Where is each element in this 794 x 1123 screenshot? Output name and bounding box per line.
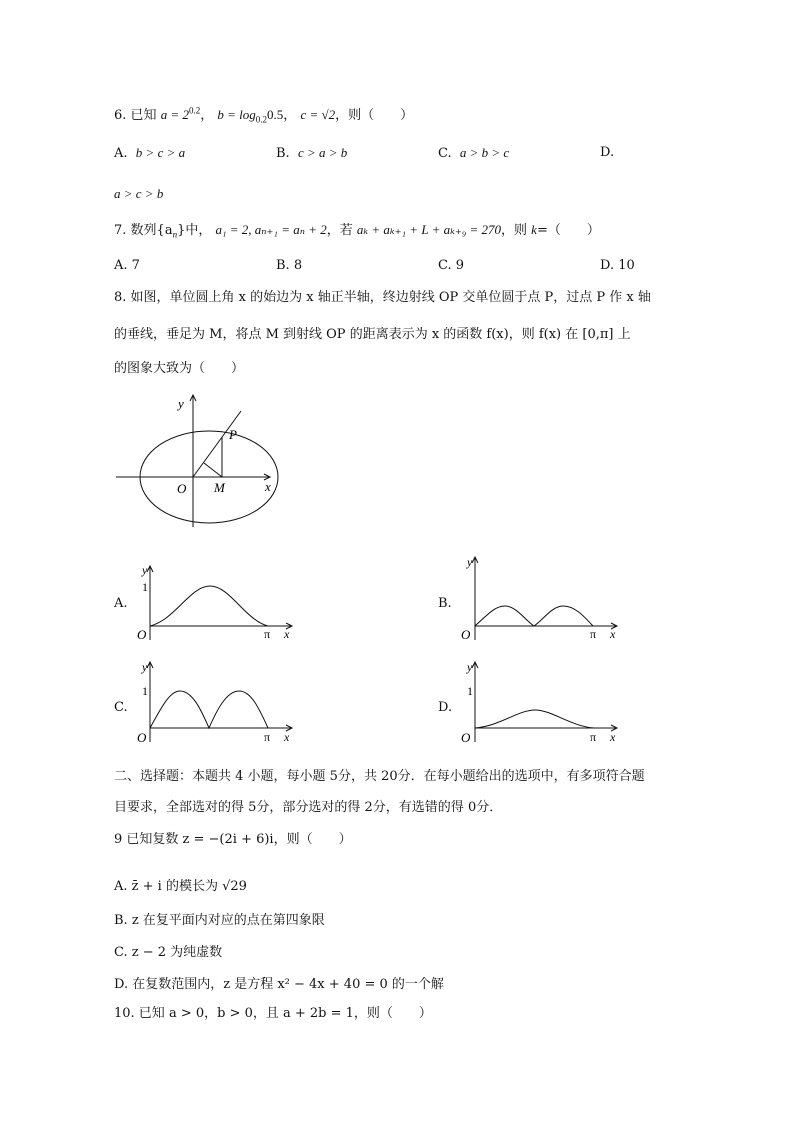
q6-option-c: C. a > b > c (438, 145, 510, 161)
q6-option-d: a > c > b (114, 186, 164, 201)
q9-option-a: A. z̄ + i 的模长为 √29 (114, 879, 247, 894)
graph-c (147, 662, 292, 742)
svg-text:y: y (142, 563, 148, 577)
q6-comma-1: ， (200, 108, 214, 123)
fig-y-label: y (178, 396, 184, 411)
q9-option-d: D. 在复数范围内，z 是方程 x² − 4x + 40 = 0 的一个解 (114, 977, 444, 992)
ray-op (193, 411, 241, 477)
svg-text:1: 1 (467, 684, 473, 698)
q6-expr-b: $b = \log_{0.2}0.5$ (217, 107, 284, 125)
q6-comma-2: ， (283, 108, 297, 123)
q8-option-c: C. (114, 700, 128, 715)
q9-option-c: C. z − 2 为纯虚数 (114, 945, 223, 960)
q7-condition: a₁ = 2, aₙ₊₁ = aₙ + 2 (215, 222, 327, 237)
q6-option-a: A. b > c > a (114, 145, 186, 161)
q6-expr-a: $a = 2^{0.2}$ (160, 105, 201, 122)
fig-x-label: x (265, 479, 271, 494)
q6-number: 6. (114, 108, 127, 123)
q6-stem-text: 已知 (130, 108, 157, 123)
svg-text:1: 1 (142, 580, 148, 594)
svg-text:1: 1 (142, 684, 148, 698)
graph-b (472, 557, 617, 640)
q6-stem (114, 106, 413, 125)
svg-text:O: O (137, 627, 147, 642)
section2-line-1: 二、选择题：本题共 4 小题，每小题 5分，共 20分．在每小题给出的选项中，有多项符合题 (114, 769, 645, 784)
graph-d (472, 662, 617, 742)
q8-line-3: 的图象大致为（ ） (114, 361, 245, 376)
svg-text:y: y (142, 660, 148, 674)
q7-sum: aₖ + aₖ₊₁ + L + aₖ₊₉ = 270 (356, 222, 501, 237)
q10-stem: 10. 已知 a > 0，b > 0，且 a + 2b = 1，则（ ） (114, 1006, 432, 1021)
fig-point-p: P (229, 427, 237, 442)
distance-segment (204, 463, 222, 477)
y-axis-arrow (190, 395, 196, 401)
q8-option-a: A. (114, 596, 128, 611)
fig-point-m: M (214, 480, 225, 495)
svg-text:y: y (467, 660, 473, 674)
unit-circle (140, 431, 278, 523)
graph-a (147, 566, 292, 640)
q9-stem: 9 已知复数 z = −(2i + 6)i，则（ ） (114, 832, 352, 847)
q6-stem-end: ，则（ ） (335, 108, 414, 123)
q6-option-d-label: D. (600, 145, 615, 160)
svg-text:O: O (137, 730, 147, 745)
q8-option-b: B. (438, 596, 452, 611)
q8-option-d: D. (438, 700, 453, 715)
q7-option-b: B. 8 (276, 258, 303, 273)
svg-text:y: y (467, 555, 473, 569)
svg-text:π: π (264, 730, 271, 744)
q6-option-b: B. c > a > b (276, 145, 348, 161)
x-axis-arrow (264, 474, 270, 480)
svg-text:x: x (284, 730, 290, 744)
svg-text:x: x (610, 627, 616, 641)
svg-text:O: O (461, 627, 471, 642)
svg-text:x: x (610, 730, 616, 744)
svg-text:π: π (590, 730, 597, 744)
section2-line-2: 目要求，全部选对的得 5分，部分选对的得 2分，有选错的得 0分． (114, 800, 503, 815)
svg-text:O: O (461, 730, 471, 745)
svg-text:π: π (590, 627, 597, 641)
svg-text:π: π (264, 627, 271, 641)
q8-line-1: 8. 如图，单位圆上角 x 的始边为 x 轴正半轴，终边射线 OP 交单位圆于点 P，过点 P 作 x 轴 (114, 290, 651, 305)
q9-option-b: B. z 在复平面内对应的点在第四象限 (114, 913, 325, 928)
q7-option-a: A. 7 (114, 258, 140, 273)
q7-stem: 7. 数列$\{a_n\}$中， a₁ = 2, aₙ₊₁ = aₙ + 2，若 aₖ + aₖ₊₁ + L + aₖ₊₉ = 270，则 k=（ ） (114, 222, 600, 240)
svg-text:x: x (284, 627, 290, 641)
q7-option-d: D. 10 (600, 258, 635, 273)
q7-option-c: C. 9 (438, 258, 465, 273)
q6-expr-c: c = √2 (300, 107, 336, 122)
q8-line-2: 的垂线，垂足为 M，将点 M 到射线 OP 的距离表示为 x 的函数 f(x)，则 f(x) 在 [0,π] 上 (114, 327, 631, 342)
fig-origin-label: O (177, 481, 187, 496)
